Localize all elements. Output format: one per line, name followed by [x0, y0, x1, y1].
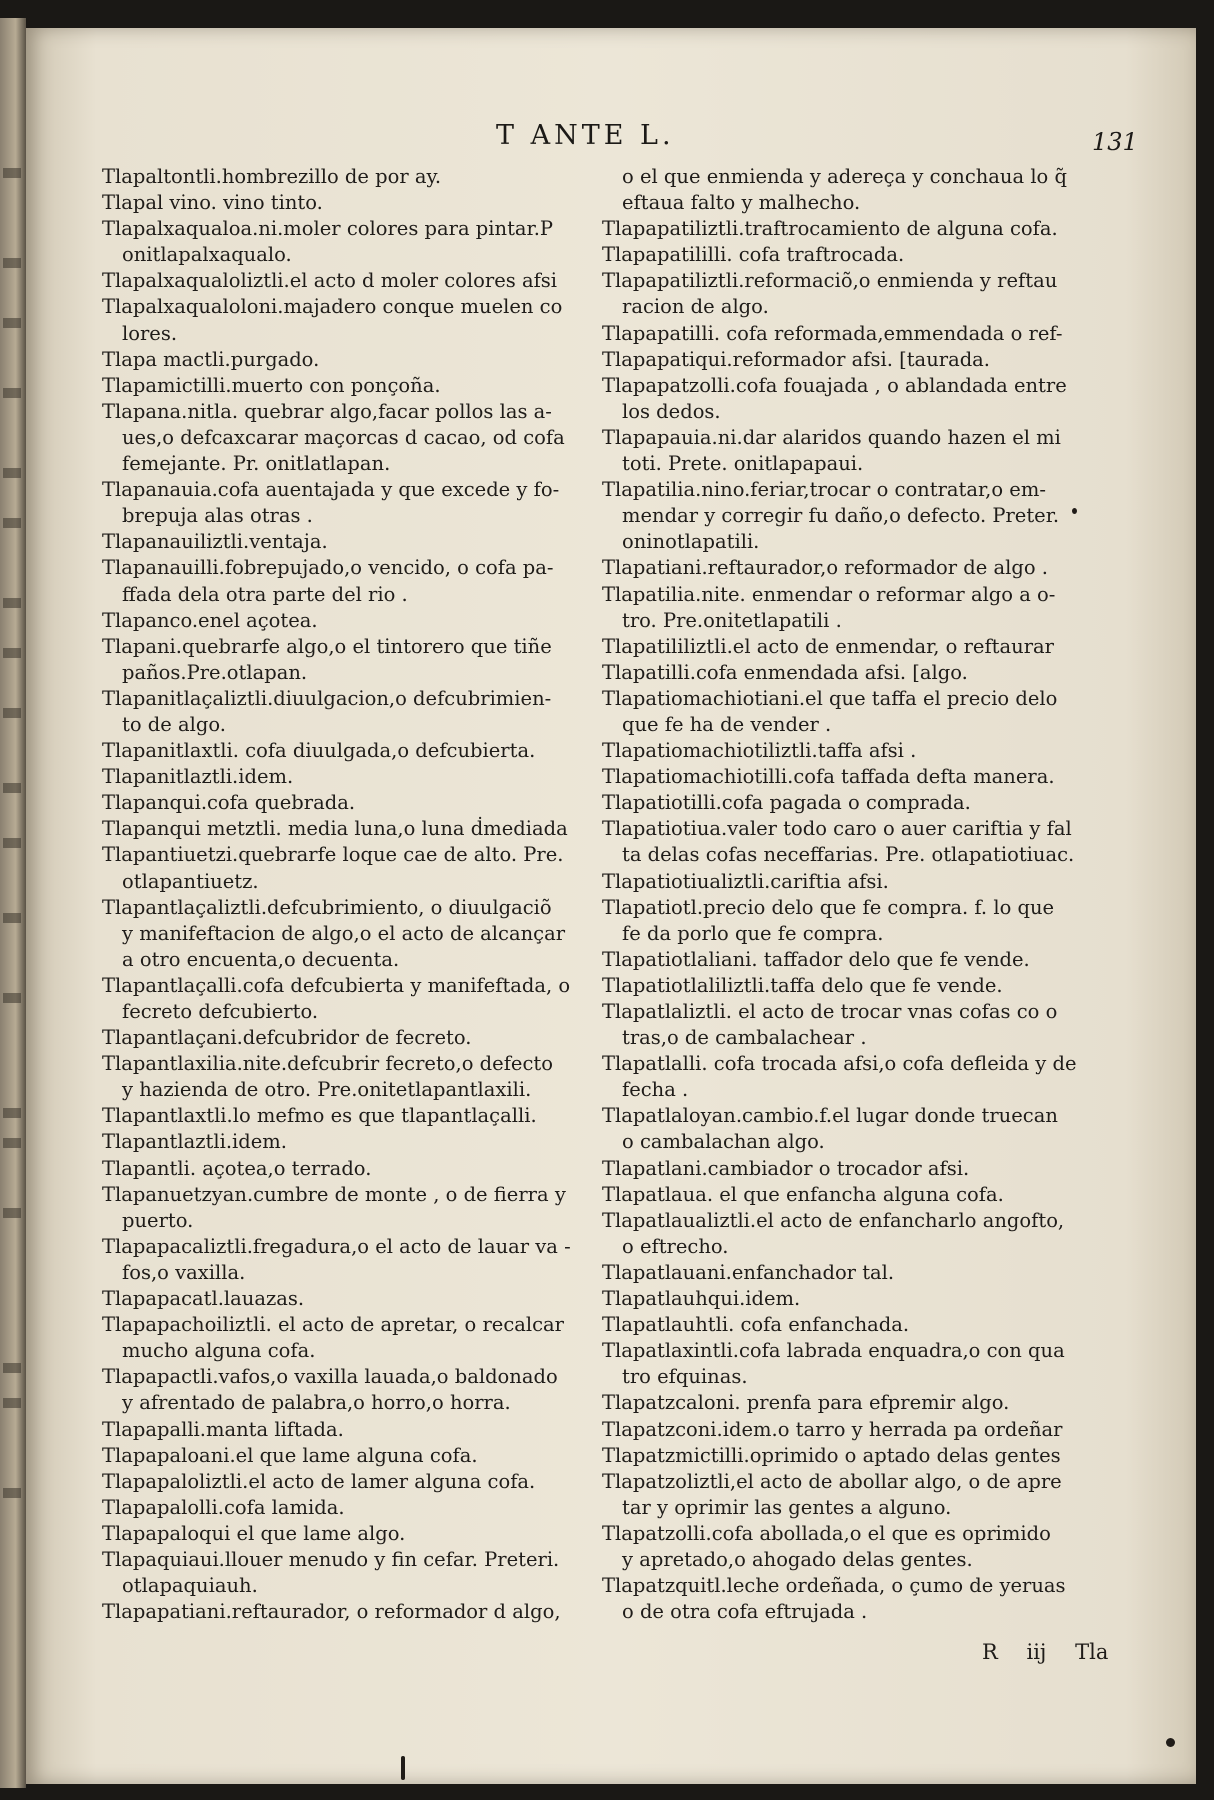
dictionary-line: Tlapapalli.manta liftada.: [102, 1417, 344, 1441]
dictionary-line: o de otra cofa eftrujada .: [622, 1600, 868, 1624]
dictionary-line: Tlapani.quebrarfe algo,o el tintorero que tiñe: [102, 634, 552, 658]
dictionary-line: Tlapanqui metztli. media luna,o luna ḋmediada: [102, 817, 568, 841]
dictionary-line: otlapaquiauh.: [122, 1574, 258, 1598]
dictionary-line: Tlapatlaloyan.cambio.f.el lugar donde truecan: [602, 1104, 1058, 1128]
dictionary-line: puerto.: [122, 1208, 194, 1232]
dictionary-line: tro efquinas.: [622, 1365, 748, 1389]
running-head: T ANTE L.: [496, 120, 675, 151]
ink-stroke: [401, 1756, 405, 1780]
edge-mark: [3, 598, 21, 608]
dictionary-line: Tlapatilli.cofa enmendada afsi. [algo.: [602, 660, 968, 684]
dictionary-line: Tlapatiotilli.cofa pagada o comprada.: [602, 791, 971, 815]
dictionary-line: Tlapatiotlaliani. taffador delo que fe vende.: [602, 947, 1030, 971]
dictionary-line: onitlapalxaqualo.: [122, 243, 292, 267]
dictionary-line: Tlapapacaliztli.fregadura,o el acto de lauar va -: [102, 1234, 571, 1258]
dictionary-line: ffada dela otra parte del rio .: [122, 582, 408, 606]
dictionary-line: Tlapapacatl.lauazas.: [102, 1287, 305, 1311]
dictionary-line: o cambalachan algo.: [622, 1130, 825, 1154]
edge-mark: [3, 783, 21, 793]
dictionary-line: Tlapantiuetzi.quebrarfe loque cae de alto. Pre.: [102, 843, 564, 867]
edge-mark: [3, 1208, 21, 1218]
dictionary-line: tras,o de cambalachear .: [622, 1026, 867, 1050]
dictionary-line: Tlapantlaçaliztli.defcubrimiento, o diuulgaciõ: [102, 895, 552, 919]
edge-mark: [3, 1138, 21, 1148]
dictionary-line: oninotlapatili.: [622, 530, 760, 554]
dictionary-line: Tlapatzquitl.leche ordeñada, o çumo de yeruas: [602, 1574, 1066, 1598]
dictionary-line: Tlapatiotiua.valer todo caro o auer cariftia y fal: [602, 817, 1072, 841]
edge-mark: [3, 913, 21, 923]
edge-mark: [3, 1363, 21, 1373]
edge-mark: [3, 468, 21, 478]
dictionary-line: y apretado,o ahogado delas gentes.: [622, 1547, 973, 1571]
dictionary-line: fecreto defcubierto.: [122, 1000, 319, 1023]
dictionary-line: los dedos.: [622, 399, 721, 423]
ink-speck: [1166, 1738, 1175, 1747]
dictionary-line: racion de algo.: [622, 295, 769, 319]
catchword-signature: R iij Tla: [982, 1640, 1109, 1664]
dictionary-line: Tlapanuetzyan.cumbre de monte , o de fierra y: [102, 1182, 566, 1206]
edge-mark: [3, 258, 21, 268]
dictionary-line: Tlapaquiaui.llouer menudo y fin cefar. Preteri.: [102, 1547, 560, 1571]
dictionary-line: Tlapatlaliztli. el acto de trocar vnas cofas co o: [602, 1000, 1058, 1023]
page-number: 131: [1092, 128, 1138, 156]
edge-mark: [3, 168, 21, 178]
dictionary-line: Tlapapatililli. cofa traftrocada.: [602, 243, 905, 267]
edge-mark: [3, 838, 21, 848]
dictionary-line: Tlapapactli.vafos,o vaxilla lauada,o baldonado: [102, 1365, 558, 1389]
dictionary-line: Tlapatlaxintli.cofa labrada enquadra,o con qua: [602, 1339, 1065, 1363]
dictionary-line: otlapantiuetz.: [122, 869, 259, 893]
dictionary-line: o eftrecho.: [622, 1234, 729, 1258]
dictionary-line: Tlapatzmictilli.oprimido o aptado delas gentes: [602, 1443, 1061, 1467]
dictionary-line: Tlapalxaqualoliztli.el acto d moler colores afsi: [102, 269, 558, 293]
dictionary-line: Tlapapaloani.el que lame alguna cofa.: [102, 1443, 478, 1467]
dictionary-line: Tlapatzconi.idem.o tarro y herrada pa ordeñar: [602, 1417, 1063, 1441]
dictionary-line: fe da porlo que fe compra.: [622, 921, 884, 945]
dictionary-line: Tlapanitlaztli.idem.: [102, 765, 294, 789]
dictionary-line: Tlapantlaxilia.nite.defcubrir fecreto,o defecto: [102, 1052, 553, 1076]
edge-mark: [3, 318, 21, 328]
dictionary-line: fos,o vaxilla.: [122, 1260, 246, 1284]
dictionary-line: ta delas cofas neceffarias. Pre. otlapatiotiuac.: [622, 843, 1075, 867]
dictionary-line: eftaua falto y malhecho.: [622, 191, 861, 215]
dictionary-line: Tlapal vino. vino tinto.: [102, 191, 323, 215]
dictionary-line: o el que enmienda y adereça y conchaua lo q̃: [622, 165, 1067, 188]
dictionary-line: toti. Prete. onitlapapaui.: [622, 452, 864, 476]
dictionary-line: Tlapanitlaxtli. cofa diuulgada,o defcubierta.: [102, 739, 536, 763]
dictionary-line: Tlapantlaçani.defcubridor de fecreto.: [102, 1026, 472, 1050]
dictionary-line: y manifeftacion de algo,o el acto de alcançar: [122, 921, 566, 945]
right-column: [602, 164, 1102, 1625]
previous-page-edge: [0, 18, 26, 1788]
dictionary-line: Tlapantli. açotea,o terrado.: [102, 1156, 372, 1180]
dictionary-line: Tlapapatiqui.reformador afsi. [taurada.: [602, 347, 991, 371]
dictionary-line: Tlapatiomachiotilli.cofa taffada defta manera.: [602, 765, 1055, 789]
dictionary-line: Tlapapatiliztli.reformaciõ,o enmienda y reftau: [602, 269, 1058, 293]
dictionary-line: paños.Pre.otlapan.: [122, 660, 308, 684]
dictionary-line: Tlapatzoliztli,el acto de abollar algo, o de apre: [602, 1469, 1062, 1493]
dictionary-line: Tlapatlani.cambiador o trocador afsi.: [602, 1156, 970, 1180]
dictionary-line: Tlapapatzolli.cofa fouajada , o ablandada entre: [602, 373, 1067, 397]
dictionary-line: Tlapalxaqualoloni.majadero conque muelen co: [102, 295, 563, 319]
dictionary-line: Tlapatililiztli.el acto de enmendar, o reftaurar: [602, 634, 1054, 658]
dictionary-line: Tlapana.nitla. quebrar algo,facar pollos las a-: [102, 399, 552, 423]
book-page: [26, 28, 1196, 1784]
dictionary-line: Tlapapauia.ni.dar alaridos quando hazen el mi: [602, 425, 1061, 449]
dictionary-line: Tlapanitlaçaliztli.diuulgacion,o defcubrimien-: [102, 686, 552, 710]
dictionary-line: fecha .: [622, 1078, 689, 1102]
dictionary-line: Tlapanco.enel açotea.: [102, 608, 318, 632]
dictionary-line: Tlapatlauhqui.idem.: [602, 1287, 801, 1311]
left-column: [102, 164, 602, 1625]
dictionary-line: Tlapatiotl.precio delo que fe compra. f. lo que: [602, 895, 1055, 919]
dictionary-line: Tlapatlaua. el que enfancha alguna cofa.: [602, 1182, 1004, 1206]
ink-speck: [1072, 508, 1077, 514]
dictionary-line: Tlapatlauani.enfanchador tal.: [602, 1260, 895, 1284]
dictionary-line: Tlapanqui.cofa quebrada.: [102, 791, 356, 815]
dictionary-line: tar y oprimir las gentes a alguno.: [622, 1495, 952, 1519]
edge-mark: [3, 388, 21, 398]
dictionary-line: tro. Pre.onitetlapatili .: [622, 608, 842, 632]
edge-mark: [3, 648, 21, 658]
dictionary-line: Tlapatilia.nino.feriar,trocar o contratar,o em-: [602, 478, 1046, 502]
dictionary-line: a otro encuenta,o decuenta.: [122, 947, 400, 971]
dictionary-line: Tlapalxaqualoa.ni.moler colores para pintar.P: [102, 217, 554, 241]
dictionary-line: Tlapatzcaloni. prenfa para efpremir algo.: [602, 1391, 1010, 1415]
dictionary-line: Tlapatiotiualiztli.cariftia afsi.: [602, 869, 889, 893]
dictionary-line: Tlapapatiani.reftaurador, o reformador d algo,: [102, 1600, 561, 1624]
dictionary-line: Tlapanauia.cofa auentajada y que excede y fo-: [102, 478, 560, 502]
dictionary-line: Tlapatlauhtli. cofa enfanchada.: [602, 1313, 910, 1337]
dictionary-line: Tlapapachoiliztli. el acto de apretar, o recalcar: [102, 1313, 564, 1337]
dictionary-line: Tlapatiomachiotiliztli.taffa afsi .: [602, 739, 917, 763]
dictionary-line: Tlapa mactli.purgado.: [102, 347, 320, 371]
dictionary-line: Tlapapaloqui el que lame algo.: [102, 1521, 406, 1545]
dictionary-line: Tlapatilia.nite. enmendar o reformar algo a o-: [602, 582, 1056, 606]
dictionary-line: Tlapamictilli.muerto con ponçoña.: [102, 373, 441, 397]
edge-mark: [3, 993, 21, 1003]
dictionary-line: Tlapatzolli.cofa abollada,o el que es oprimido: [602, 1521, 1051, 1545]
dictionary-line: Tlapanauilli.fobrepujado,o vencido, o cofa pa-: [102, 556, 554, 580]
dictionary-line: Tlapatiotlaliliztli.taffa delo que fe vende.: [602, 973, 1003, 997]
dictionary-line: lores.: [122, 321, 178, 345]
dictionary-line: y afrentado de palabra,o horro,o horra.: [122, 1391, 511, 1415]
dictionary-line: Tlapantlaçalli.cofa defcubierta y manifeftada, o: [102, 973, 571, 997]
edge-mark: [3, 708, 21, 718]
dictionary-line: mendar y corregir fu daño,o defecto. Preter.: [622, 504, 1060, 528]
dictionary-line: brepuja alas otras .: [122, 504, 313, 528]
dictionary-line: Tlapanauiliztli.ventaja.: [102, 530, 328, 554]
edge-mark: [3, 1398, 21, 1408]
dictionary-line: femejante. Pr. onitlatlapan.: [122, 452, 391, 476]
dictionary-line: Tlapapalolli.cofa lamida.: [102, 1495, 345, 1519]
dictionary-line: Tlapantlaxtli.lo mefmo es que tlapantlaçalli.: [102, 1104, 537, 1128]
dictionary-line: Tlapatiani.reftaurador,o reformador de algo .: [602, 556, 1048, 580]
edge-mark: [3, 518, 21, 528]
dictionary-line: Tlapapatiliztli.traftrocamiento de alguna cofa.: [602, 217, 1058, 241]
dictionary-line: to de algo.: [122, 712, 226, 736]
dictionary-line: Tlapapaloliztli.el acto de lamer alguna cofa.: [102, 1469, 536, 1493]
dictionary-line: Tlapaltontli.hombrezillo de por ay.: [102, 165, 442, 188]
dictionary-line: que fe ha de vender .: [622, 712, 832, 736]
dictionary-line: Tlapantlaztli.idem.: [102, 1130, 287, 1154]
dictionary-line: Tlapatlalli. cofa trocada afsi,o cofa defleida y de: [602, 1052, 1077, 1076]
dictionary-line: mucho alguna cofa.: [122, 1339, 316, 1363]
edge-mark: [3, 1488, 21, 1498]
dictionary-line: y hazienda de otro. Pre.onitetlapantlaxili.: [122, 1078, 532, 1102]
edge-mark: [3, 1108, 21, 1118]
dictionary-line: Tlapapatilli. cofa reformada,emmendada o ref-: [602, 321, 1063, 345]
dictionary-line: Tlapatlaualiztli.el acto de enfancharlo angofto,: [602, 1208, 1065, 1232]
dictionary-line: Tlapatiomachiotiani.el que taffa el precio delo: [602, 686, 1058, 710]
dictionary-line: ues,o defcaxcarar maçorcas d cacao, od cofa: [122, 425, 565, 449]
